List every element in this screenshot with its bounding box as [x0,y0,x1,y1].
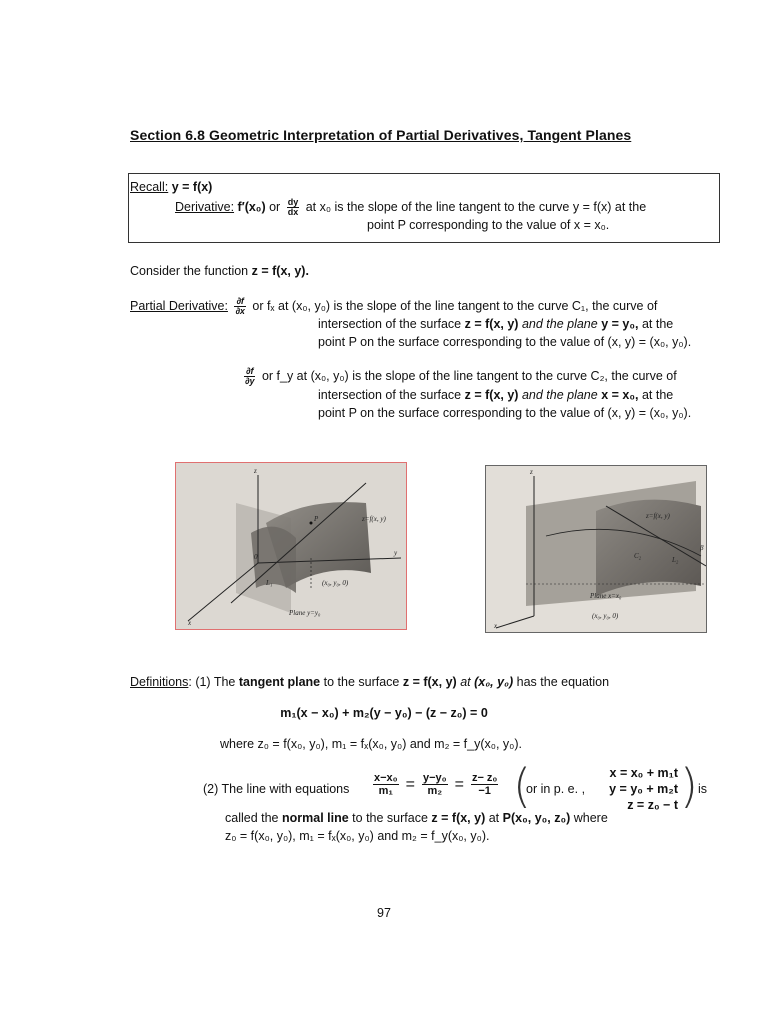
text: and the plane [521,388,598,402]
text: and the plane [521,317,598,331]
text: at [460,675,471,689]
fig2-surface-label: z=f(x, y) [646,512,670,520]
fraction-y [422,772,448,797]
consider-expr: z = f(x, y). [251,264,309,278]
fig1-base-point-label: (x₀, y₀, 0) [322,579,349,587]
normal-line-lead: (2) The line with equations [203,782,350,796]
surface-expr: z = f(x, y) [402,675,457,689]
frac-num: y−y₀ [422,772,447,784]
text: at [488,811,500,825]
frac-den: ∂x [235,306,245,316]
plane-expr: y = y₀, [601,317,639,331]
derivative-line-2: point P corresponding to the value of x = x₀. [367,218,610,232]
frac-num: z− z₀ [471,772,498,784]
text: has the equation [516,675,610,689]
frac-den: −1 [478,785,491,797]
fig1-surface-label: z=f(x, y) [362,515,386,523]
recall-line [130,179,212,196]
point-expr: P(x₀, y₀, z₀) [502,811,571,825]
frac-num: ∂f [236,296,244,306]
plane-expr: x = x₀, [601,388,639,402]
normal-line-called [225,810,608,827]
text: called the [225,811,279,825]
partial-x-text: or fₓ at (x₀, y₀) is the slope of the line tangent to the curve C₁, the curve of [252,298,658,313]
partial-y-line [241,367,677,386]
equals-sign: = [405,775,415,793]
fig1-x-axis-label: x [188,619,192,627]
fig1-y-axis-label: y [394,549,398,557]
derivative-line [175,198,646,217]
frac-num: dy [287,197,299,207]
symmetric-equations [370,772,501,797]
frac-den: m₂ [427,785,443,797]
consider-line [130,263,309,280]
fig2-plane-label: Plane x=x₀ [590,592,622,600]
fig1-plane-label: Plane y=y₀ [289,609,321,617]
tangent-plane-term: tangent plane [238,675,321,689]
partial-y-line-2 [318,387,673,404]
or-word: or [269,199,281,214]
frac-num: ∂f [246,366,254,376]
df-dx-fraction [234,297,245,316]
fraction-z [471,772,498,797]
text: : (1) The [188,675,236,689]
text: intersection of the surface [318,388,462,402]
right-paren: ) [680,759,698,813]
figure-partial-y-drawing [486,466,706,632]
consider-text: Consider the function [130,264,249,278]
partial-x-line-2 [318,316,673,333]
left-paren: ( [513,759,531,813]
fig2-line-label: L₂ [672,556,679,564]
recall-label: Recall: [130,180,169,194]
tangent-plane-equation: m₁(x − x₀) + m₂(y − y₀) − (z − z₀) = 0 [280,706,488,720]
page-number: 97 [377,906,391,920]
normal-line-term: normal line [282,811,349,825]
fig2-z-axis-label: z [530,468,533,476]
derivative-expr: f′(x₀) [237,199,266,214]
normal-line-values: z₀ = f(x₀, y₀), m₁ = fₓ(x₀, y₀) and m₂ = f_y(x₀, y₀). [225,829,490,843]
or-in-pe: or in p. e. , [526,782,586,796]
frac-den: dx [287,207,299,217]
fig1-origin-label: 0 [254,553,258,561]
partial-x-line-3: point P on the surface corresponding to the value of (x, y) = (x₀, y₀). [318,335,692,349]
derivative-text: at x₀ is the slope of the line tangent to the curve y = f(x) at the [305,199,647,214]
text: to the surface [352,811,428,825]
parametric-y: y = y₀ + m₂t [609,782,678,796]
fig1-z-axis-label: z [254,467,257,475]
text: at the [641,388,674,402]
fig2-beta-label: β [700,544,704,552]
frac-den: ∂y [245,376,255,386]
text: to the surface [323,675,400,689]
fig1-point-label: P [314,515,319,523]
parametric-z: z = z₀ − t [627,798,678,812]
surface-expr: z = f(x, y) [464,388,519,402]
text: where [573,811,608,825]
text: at the [641,317,674,331]
derivative-label: Derivative: [175,199,235,214]
dy-dx-fraction [287,198,300,217]
definition-1-line [130,674,609,691]
figure-partial-x [175,462,407,630]
fig2-x-axis-label: x [494,622,498,630]
fig2-curve-label: C₂ [634,552,642,560]
fig2-base-point-label: (x₀, y₀, 0) [592,612,619,620]
definitions-label: Definitions [130,675,189,689]
frac-den: m₁ [378,785,393,797]
point-expr: (x₀, y₀) [474,675,514,689]
surface-expr: z = f(x, y) [464,317,519,331]
figure-partial-y [485,465,707,633]
is-word: is [698,782,708,796]
surface-expr: z = f(x, y) [431,811,486,825]
fraction-x [373,772,399,797]
parametric-equations [592,765,678,813]
partial-y-line-3: point P on the surface corresponding to the value of (x, y) = (x₀, y₀). [318,406,692,420]
partial-y-text: or f_y at (x₀, y₀) is the slope of the line tangent to the curve C₂, the curve of [261,368,677,383]
parametric-x: x = x₀ + m₁t [609,766,678,780]
text: intersection of the surface [318,317,462,331]
section-title: Section 6.8 Geometric Interpretation of Partial Derivatives, Tangent Planes [130,127,632,143]
partial-label: Partial Derivative: [130,298,228,313]
fig1-line-label: L₁ [266,579,273,587]
equals-sign: = [454,775,464,793]
df-dy-fraction [244,367,255,386]
where-line: where z₀ = f(x₀, y₀), m₁ = fₓ(x₀, y₀) and m₂ = f_y(x₀, y₀). [220,737,522,751]
recall-equation: y = f(x) [171,180,213,194]
frac-num: x−x₀ [374,772,398,784]
partial-x-line [130,297,657,316]
figure-partial-x-drawing [176,463,406,629]
